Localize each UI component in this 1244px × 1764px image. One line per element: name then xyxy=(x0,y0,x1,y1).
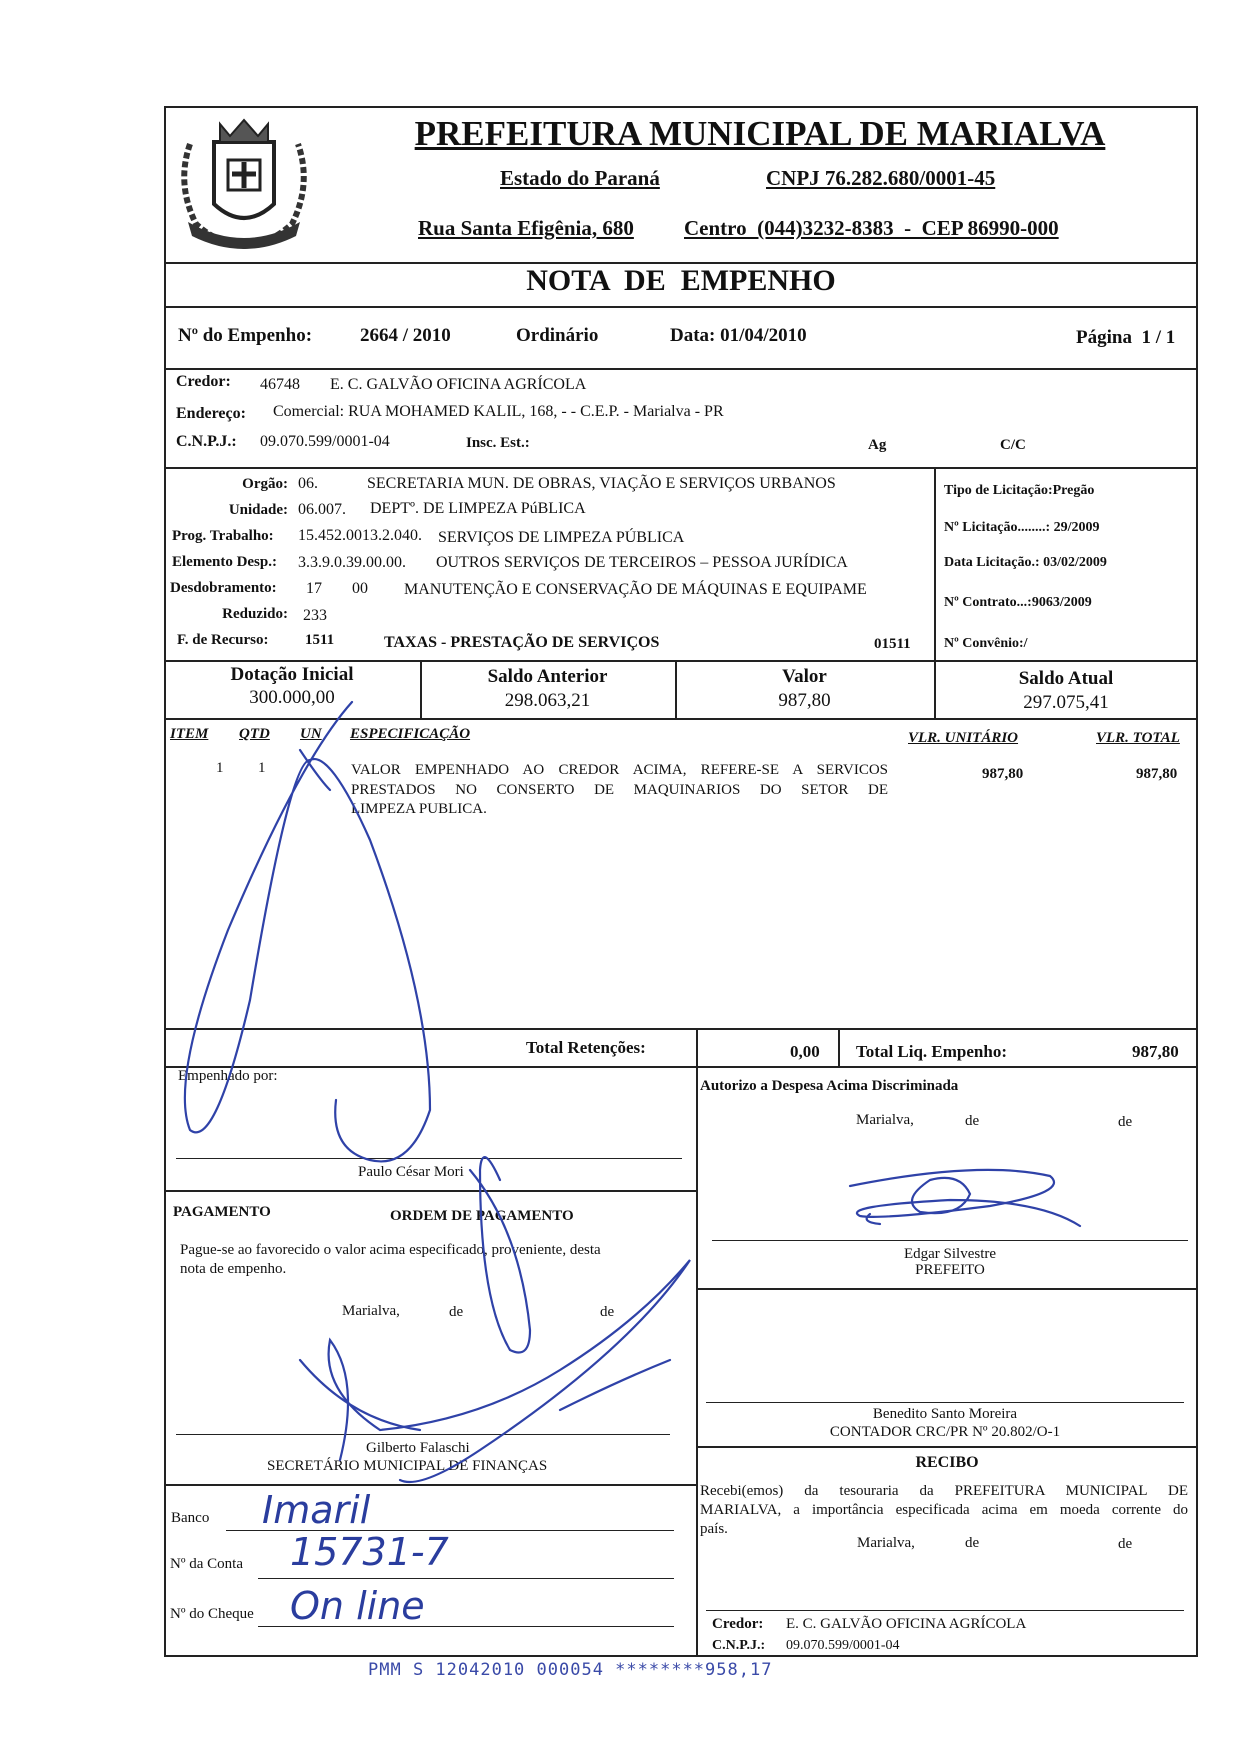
table-row-item: 1 xyxy=(216,760,224,776)
table-row-qtd: 1 xyxy=(258,760,266,776)
ordem-pagamento-label: ORDEM DE PAGAMENTO xyxy=(390,1208,574,1224)
retencoes-value: 0,00 xyxy=(790,1042,820,1061)
recibo-de-1: de xyxy=(965,1535,980,1551)
credor-code: 46748 xyxy=(260,376,300,393)
table-row-spec-1: VALOR EMPENHADO AO CREDOR ACIMA, REFERE-SE A SERVICOS xyxy=(351,762,888,778)
divider xyxy=(934,467,936,660)
signature-line xyxy=(176,1434,670,1435)
conta-label: Nº da Conta xyxy=(170,1556,243,1572)
autorizo-label: Autorizo a Despesa Acima Discriminada xyxy=(700,1078,959,1094)
cheque-handwritten: On line xyxy=(290,1584,425,1628)
divider xyxy=(164,1066,1198,1068)
address-label: Rua Santa Efigênia, 680 xyxy=(418,216,634,240)
phone-cep-label: Centro (044)3232-8383 - CEP 86990-000 xyxy=(684,216,1059,240)
recibo-credor: E. C. GALVÃO OFICINA AGRÍCOLA xyxy=(786,1616,1027,1632)
licitacao-data: Data Licitação.: 03/02/2009 xyxy=(944,555,1107,570)
empenho-type: Ordinário xyxy=(516,325,599,346)
signature-line xyxy=(706,1610,1184,1611)
conta-line xyxy=(258,1578,674,1579)
saldo-atual-value: 297.075,41 xyxy=(1023,692,1109,713)
desdobramento-sub: 00 xyxy=(352,580,368,597)
empenho-date: Data: 01/04/2010 xyxy=(670,325,807,346)
contador-signer: Benedito Santo Moreira xyxy=(872,1406,1018,1422)
empenhado-label: Empenhado por: xyxy=(178,1068,278,1084)
recibo-title: RECIBO xyxy=(915,1454,979,1471)
licitacao-tipo: Tipo de Licitação:Pregão xyxy=(944,483,1095,498)
empenho-number-label: Nº do Empenho: xyxy=(178,325,313,346)
recibo-cnpj: 09.070.599/0001-04 xyxy=(786,1638,900,1653)
divider xyxy=(696,1028,698,1656)
liquido-value: 987,80 xyxy=(1132,1042,1179,1061)
unidade-code: 06.007. xyxy=(298,501,346,518)
signature-line xyxy=(712,1240,1188,1241)
desdobramento-code: 17 xyxy=(306,580,322,597)
credor-address: Comercial: RUA MOHAMED KALIL, 168, - - C.E.P. - Marialva - PR xyxy=(273,403,724,420)
recibo-text-3: país. xyxy=(700,1521,728,1537)
banco-handwritten: Imaril xyxy=(262,1488,371,1532)
credor-name: E. C. GALVÃO OFICINA AGRÍCOLA xyxy=(330,376,587,393)
pagamento-signer: Gilberto Falaschi xyxy=(366,1440,470,1456)
pagamento-place: Marialva, xyxy=(342,1303,400,1319)
pagamento-de-2: de xyxy=(600,1304,615,1320)
empenhado-name: Paulo César Mori xyxy=(358,1164,464,1180)
col-item: ITEM xyxy=(170,726,209,742)
orgao-code: 06. xyxy=(298,475,318,492)
licitacao-contrato: Nº Contrato...:9063/2009 xyxy=(944,595,1092,610)
unidade-label: Unidade: xyxy=(228,502,288,518)
divider xyxy=(164,306,1198,308)
divider xyxy=(838,1028,840,1068)
empenho-number: 2664 / 2010 xyxy=(360,325,451,346)
credor-label: Credor: xyxy=(176,373,231,390)
state-label: Estado do Paraná xyxy=(500,166,660,190)
orgao-name: SECRETARIA MUN. DE OBRAS, VIAÇÃO E SERVIÇOS URBANOS xyxy=(367,475,836,492)
desdobramento-label: Desdobramento: xyxy=(170,580,277,596)
document-title: NOTA DE EMPENHO xyxy=(526,264,836,297)
page-title: PREFEITURA MUNICIPAL DE MARIALVA xyxy=(414,114,1106,153)
bank-stamp: PMM S 12042010 000054 ********958,17 xyxy=(368,1660,773,1680)
autorizo-place: Marialva, xyxy=(856,1112,914,1128)
table-row-spec-2: PRESTADOS NO CONSERTO DE MAQUINARIOS DO SETOR DE xyxy=(351,782,888,798)
autorizo-de-1: de xyxy=(965,1113,980,1129)
recibo-text-2: MARIALVA, a importância especificada acima em moeda corrente do xyxy=(700,1502,1188,1518)
recurso-label: F. de Recurso: xyxy=(177,632,269,648)
dotacao-label: Dotação Inicial xyxy=(230,664,354,685)
recibo-credor-label: Credor: xyxy=(712,1616,764,1632)
divider xyxy=(164,1484,696,1486)
divider xyxy=(164,467,1198,469)
signature-line xyxy=(176,1158,682,1159)
cnpj-label: CNPJ 76.282.680/0001-45 xyxy=(766,166,996,190)
recibo-text-1: Recebi(emos) da tesouraria da PREFEITURA MUNICIPAL DE xyxy=(700,1483,1188,1499)
divider xyxy=(164,1028,1198,1030)
prog-name: SERVIÇOS DE LIMPEZA PÚBLICA xyxy=(438,529,685,546)
recurso-code: 1511 xyxy=(305,632,335,648)
cnpj-field-label: C.N.P.J.: xyxy=(176,433,237,450)
dotacao-value: 300.000,00 xyxy=(249,687,335,708)
page-number: Página 1 / 1 xyxy=(1076,327,1176,348)
divider xyxy=(696,1288,1198,1290)
orgao-label: Orgão: xyxy=(242,476,288,492)
autorizo-role: PREFEITO xyxy=(915,1262,985,1278)
table-row-spec-3: LIMPEZA PUBLICA. xyxy=(351,801,487,817)
recibo-de-2: de xyxy=(1118,1536,1133,1552)
licitacao-convenio: Nº Convênio:/ xyxy=(944,636,1028,651)
col-un: UN xyxy=(300,726,322,742)
col-vlr-unitario: VLR. UNITÁRIO xyxy=(908,730,1019,746)
pagamento-role: SECRETÁRIO MUNICIPAL DE FINANÇAS xyxy=(267,1458,548,1474)
col-qtd: QTD xyxy=(239,726,270,742)
prog-code: 15.452.0013.2.040. xyxy=(298,527,422,544)
desdobramento-name: MANUTENÇÃO E CONSERVAÇÃO DE MÁQUINAS E EQUIPAME xyxy=(404,581,867,598)
table-row-total: 987,80 xyxy=(1136,766,1178,782)
col-vlr-total: VLR. TOTAL xyxy=(1096,730,1180,746)
valor-value: 987,80 xyxy=(778,690,831,711)
recibo-cnpj-label: C.N.P.J.: xyxy=(712,1638,766,1653)
account-label: C/C xyxy=(1000,437,1026,453)
credor-cnpj: 09.070.599/0001-04 xyxy=(260,433,390,450)
elemento-label: Elemento Desp.: xyxy=(172,554,277,570)
autorizo-de-2: de xyxy=(1118,1114,1133,1130)
divider xyxy=(164,718,1198,720)
elemento-name: OUTROS SERVIÇOS DE TERCEIROS – PESSOA JURÍDICA xyxy=(436,554,848,571)
recibo-place: Marialva, xyxy=(857,1535,915,1551)
saldo-anterior-value: 298.063,21 xyxy=(504,690,591,711)
divider xyxy=(164,660,1198,662)
saldo-anterior-label: Saldo Anterior xyxy=(487,666,608,687)
prog-label: Prog. Trabalho: xyxy=(172,528,274,544)
reduzido-label: Reduzido: xyxy=(222,606,288,622)
divider xyxy=(696,1446,1198,1448)
contador-role: CONTADOR CRC/PR Nº 20.802/O-1 xyxy=(829,1424,1061,1440)
divider xyxy=(164,1190,696,1192)
recurso-code-2: 01511 xyxy=(874,636,911,652)
liquido-label: Total Liq. Empenho: xyxy=(856,1042,1007,1061)
pagamento-text-1: Pague-se ao favorecido o valor acima especificado, proveniente, desta xyxy=(180,1242,601,1258)
saldo-atual-label: Saldo Atual xyxy=(1018,668,1114,689)
cheque-label: Nº do Cheque xyxy=(170,1606,254,1622)
coat-of-arms-icon xyxy=(170,104,318,260)
reduzido-value: 233 xyxy=(303,607,327,624)
retencoes-label: Total Retenções: xyxy=(526,1038,646,1057)
table-row-unit: 987,80 xyxy=(982,766,1024,782)
licitacao-numero: Nº Licitação........: 29/2009 xyxy=(944,520,1100,535)
valor-label: Valor xyxy=(782,666,827,687)
pagamento-text-2: nota de empenho. xyxy=(180,1261,287,1277)
signature-line xyxy=(706,1402,1184,1403)
autorizo-signer: Edgar Silvestre xyxy=(903,1246,997,1262)
conta-handwritten: 15731-7 xyxy=(290,1530,449,1574)
divider xyxy=(164,368,1198,370)
recurso-name: TAXAS - PRESTAÇÃO DE SERVIÇOS xyxy=(384,634,660,651)
banco-label: Banco xyxy=(171,1510,210,1526)
pagamento-label: PAGAMENTO xyxy=(173,1204,271,1220)
insc-est-label: Insc. Est.: xyxy=(466,435,530,451)
agency-label: Ag xyxy=(868,437,887,453)
unidade-name: DEPTº. DE LIMPEZA PúBLICA xyxy=(370,500,586,517)
elemento-code: 3.3.9.0.39.00.00. xyxy=(298,554,406,571)
pagamento-de-1: de xyxy=(449,1304,464,1320)
col-especificacao: ESPECIFICAÇÃO xyxy=(350,726,471,742)
address-field-label: Endereço: xyxy=(176,405,246,422)
